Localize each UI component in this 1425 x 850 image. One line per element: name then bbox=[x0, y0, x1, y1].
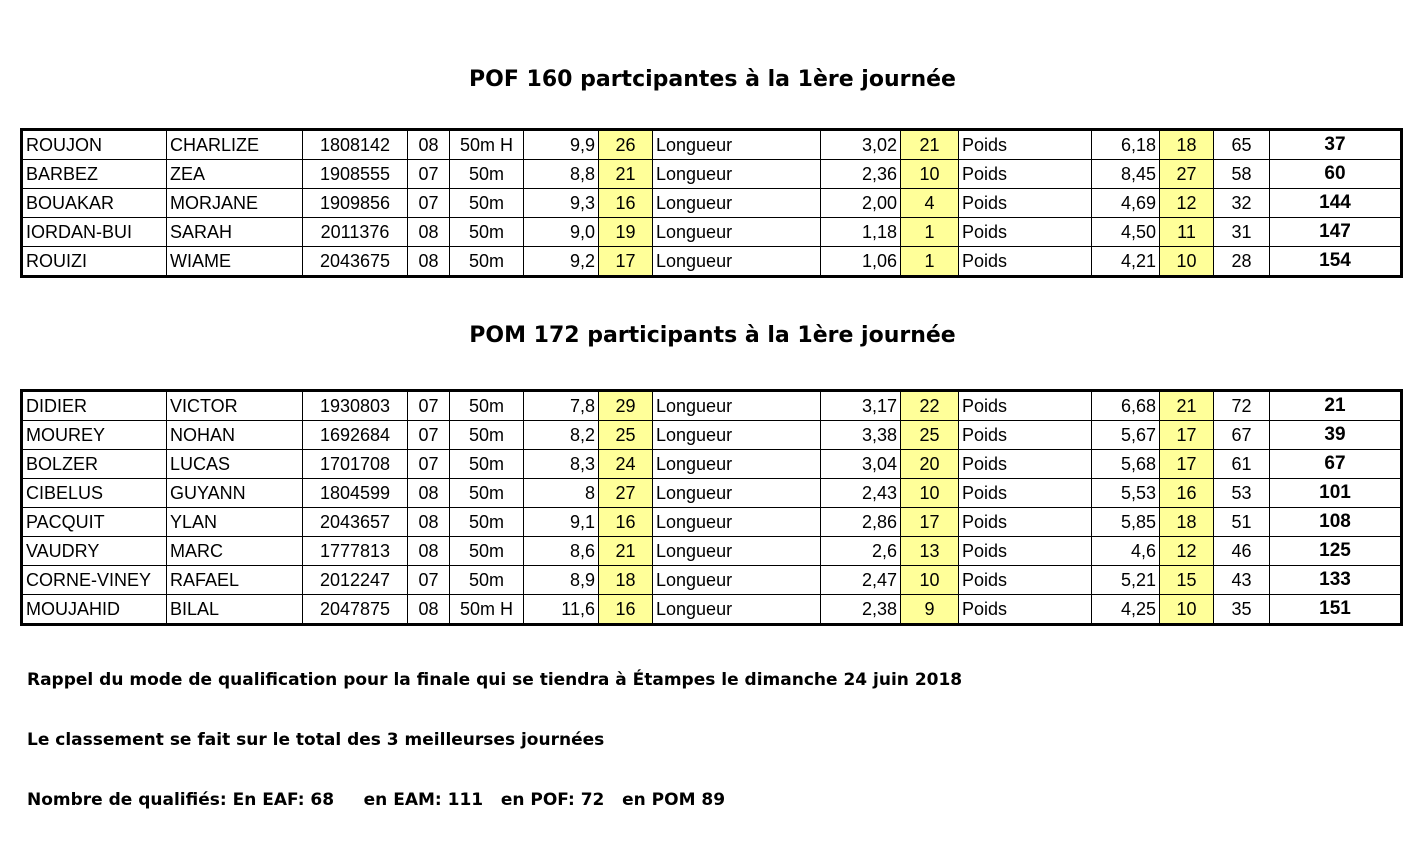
license-cell: 2011376 bbox=[303, 218, 408, 247]
throw-points-cell: 27 bbox=[1160, 160, 1214, 189]
first-name-cell: WIAME bbox=[167, 247, 303, 277]
throw-event-cell: Poids bbox=[959, 218, 1092, 247]
total-points-cell: 51 bbox=[1214, 508, 1270, 537]
run-points-cell: 16 bbox=[599, 595, 653, 625]
jump-points-cell: 22 bbox=[901, 391, 959, 421]
rank-cell: 108 bbox=[1270, 508, 1402, 537]
rank-cell: 151 bbox=[1270, 595, 1402, 625]
last-name-cell: CIBELUS bbox=[22, 479, 167, 508]
jump-points-cell: 21 bbox=[901, 130, 959, 160]
rank-cell: 133 bbox=[1270, 566, 1402, 595]
throw-performance-cell: 4,69 bbox=[1092, 189, 1160, 218]
throw-performance-cell: 8,45 bbox=[1092, 160, 1160, 189]
throw-event-cell: Poids bbox=[959, 160, 1092, 189]
qualification-reminder: Rappel du mode de qualification pour la finale qui se tiendra à Étampes le dimanche 24 juin 2018 bbox=[27, 670, 963, 690]
first-name-cell: GUYANN bbox=[167, 479, 303, 508]
throw-event-cell: Poids bbox=[959, 566, 1092, 595]
run-performance-cell: 9,9 bbox=[524, 130, 599, 160]
total-points-cell: 46 bbox=[1214, 537, 1270, 566]
last-name-cell: VAUDRY bbox=[22, 537, 167, 566]
run-performance-cell: 7,8 bbox=[524, 391, 599, 421]
last-name-cell: MOUJAHID bbox=[22, 595, 167, 625]
throw-points-cell: 21 bbox=[1160, 391, 1214, 421]
total-points-cell: 72 bbox=[1214, 391, 1270, 421]
table-row bbox=[22, 508, 1402, 537]
throw-performance-cell: 6,68 bbox=[1092, 391, 1160, 421]
run-event-cell: 50m bbox=[450, 160, 524, 189]
throw-event-cell: Poids bbox=[959, 537, 1092, 566]
jump-points-cell: 17 bbox=[901, 508, 959, 537]
pom-title: POM 172 participants à la 1ère journée bbox=[469, 323, 956, 348]
jump-performance-cell: 3,04 bbox=[821, 450, 901, 479]
jump-event-cell: Longueur bbox=[653, 479, 821, 508]
rank-cell: 37 bbox=[1270, 130, 1402, 160]
jump-performance-cell: 2,38 bbox=[821, 595, 901, 625]
last-name-cell: MOUREY bbox=[22, 421, 167, 450]
jump-event-cell: Longueur bbox=[653, 566, 821, 595]
throw-event-cell: Poids bbox=[959, 595, 1092, 625]
throw-event-cell: Poids bbox=[959, 450, 1092, 479]
run-event-cell: 50m bbox=[450, 508, 524, 537]
run-performance-cell: 9,0 bbox=[524, 218, 599, 247]
category-year-cell: 07 bbox=[408, 160, 450, 189]
jump-points-cell: 9 bbox=[901, 595, 959, 625]
throw-points-cell: 16 bbox=[1160, 479, 1214, 508]
jump-event-cell: Longueur bbox=[653, 160, 821, 189]
throw-points-cell: 18 bbox=[1160, 130, 1214, 160]
table-row bbox=[22, 537, 1402, 566]
total-points-cell: 28 bbox=[1214, 247, 1270, 277]
throw-event-cell: Poids bbox=[959, 508, 1092, 537]
rank-cell: 67 bbox=[1270, 450, 1402, 479]
throw-points-cell: 12 bbox=[1160, 537, 1214, 566]
category-year-cell: 07 bbox=[408, 450, 450, 479]
jump-event-cell: Longueur bbox=[653, 391, 821, 421]
throw-event-cell: Poids bbox=[959, 247, 1092, 277]
jump-points-cell: 10 bbox=[901, 479, 959, 508]
total-points-cell: 53 bbox=[1214, 479, 1270, 508]
first-name-cell: VICTOR bbox=[167, 391, 303, 421]
throw-performance-cell: 4,50 bbox=[1092, 218, 1160, 247]
rank-cell: 125 bbox=[1270, 537, 1402, 566]
run-performance-cell: 11,6 bbox=[524, 595, 599, 625]
throw-points-cell: 15 bbox=[1160, 566, 1214, 595]
run-points-cell: 17 bbox=[599, 247, 653, 277]
throw-performance-cell: 6,18 bbox=[1092, 130, 1160, 160]
jump-points-cell: 1 bbox=[901, 247, 959, 277]
category-year-cell: 07 bbox=[408, 189, 450, 218]
run-points-cell: 21 bbox=[599, 537, 653, 566]
throw-points-cell: 11 bbox=[1160, 218, 1214, 247]
ranking-rule: Le classement se fait sur le total des 3 meilleurses journées bbox=[27, 730, 605, 750]
run-points-cell: 16 bbox=[599, 508, 653, 537]
run-points-cell: 19 bbox=[599, 218, 653, 247]
license-cell: 2043675 bbox=[303, 247, 408, 277]
first-name-cell: RAFAEL bbox=[167, 566, 303, 595]
throw-performance-cell: 5,21 bbox=[1092, 566, 1160, 595]
throw-points-cell: 10 bbox=[1160, 595, 1214, 625]
total-points-cell: 61 bbox=[1214, 450, 1270, 479]
run-points-cell: 25 bbox=[599, 421, 653, 450]
license-cell: 1908555 bbox=[303, 160, 408, 189]
run-event-cell: 50m bbox=[450, 421, 524, 450]
throw-event-cell: Poids bbox=[959, 421, 1092, 450]
total-points-cell: 43 bbox=[1214, 566, 1270, 595]
license-cell: 1804599 bbox=[303, 479, 408, 508]
rank-cell: 147 bbox=[1270, 218, 1402, 247]
category-year-cell: 08 bbox=[408, 479, 450, 508]
table-row bbox=[22, 160, 1402, 189]
run-points-cell: 21 bbox=[599, 160, 653, 189]
category-year-cell: 08 bbox=[408, 247, 450, 277]
table-row bbox=[22, 391, 1402, 421]
jump-event-cell: Longueur bbox=[653, 537, 821, 566]
table-row bbox=[22, 421, 1402, 450]
pom-results-table bbox=[20, 389, 1403, 626]
first-name-cell: LUCAS bbox=[167, 450, 303, 479]
throw-points-cell: 17 bbox=[1160, 450, 1214, 479]
jump-points-cell: 13 bbox=[901, 537, 959, 566]
throw-performance-cell: 4,25 bbox=[1092, 595, 1160, 625]
rank-cell: 39 bbox=[1270, 421, 1402, 450]
throw-event-cell: Poids bbox=[959, 391, 1092, 421]
total-points-cell: 32 bbox=[1214, 189, 1270, 218]
run-event-cell: 50m bbox=[450, 537, 524, 566]
last-name-cell: PACQUIT bbox=[22, 508, 167, 537]
throw-performance-cell: 4,6 bbox=[1092, 537, 1160, 566]
jump-performance-cell: 2,43 bbox=[821, 479, 901, 508]
run-performance-cell: 8,2 bbox=[524, 421, 599, 450]
jump-performance-cell: 2,00 bbox=[821, 189, 901, 218]
first-name-cell: SARAH bbox=[167, 218, 303, 247]
last-name-cell: ROUIZI bbox=[22, 247, 167, 277]
rank-cell: 21 bbox=[1270, 391, 1402, 421]
jump-points-cell: 1 bbox=[901, 218, 959, 247]
first-name-cell: MARC bbox=[167, 537, 303, 566]
license-cell: 2043657 bbox=[303, 508, 408, 537]
jump-event-cell: Longueur bbox=[653, 450, 821, 479]
table-row bbox=[22, 479, 1402, 508]
license-cell: 1701708 bbox=[303, 450, 408, 479]
rank-cell: 154 bbox=[1270, 247, 1402, 277]
jump-event-cell: Longueur bbox=[653, 189, 821, 218]
jump-event-cell: Longueur bbox=[653, 247, 821, 277]
category-year-cell: 07 bbox=[408, 391, 450, 421]
jump-event-cell: Longueur bbox=[653, 218, 821, 247]
last-name-cell: BOUAKAR bbox=[22, 189, 167, 218]
run-event-cell: 50m bbox=[450, 218, 524, 247]
throw-performance-cell: 4,21 bbox=[1092, 247, 1160, 277]
throw-points-cell: 18 bbox=[1160, 508, 1214, 537]
jump-performance-cell: 3,38 bbox=[821, 421, 901, 450]
throw-performance-cell: 5,68 bbox=[1092, 450, 1160, 479]
first-name-cell: NOHAN bbox=[167, 421, 303, 450]
jump-performance-cell: 3,17 bbox=[821, 391, 901, 421]
category-year-cell: 08 bbox=[408, 218, 450, 247]
rank-cell: 60 bbox=[1270, 160, 1402, 189]
run-performance-cell: 8 bbox=[524, 479, 599, 508]
run-performance-cell: 9,2 bbox=[524, 247, 599, 277]
jump-points-cell: 25 bbox=[901, 421, 959, 450]
first-name-cell: MORJANE bbox=[167, 189, 303, 218]
run-event-cell: 50m H bbox=[450, 130, 524, 160]
run-event-cell: 50m bbox=[450, 450, 524, 479]
throw-event-cell: Poids bbox=[959, 479, 1092, 508]
run-points-cell: 26 bbox=[599, 130, 653, 160]
run-event-cell: 50m bbox=[450, 247, 524, 277]
jump-points-cell: 10 bbox=[901, 160, 959, 189]
run-performance-cell: 9,3 bbox=[524, 189, 599, 218]
category-year-cell: 08 bbox=[408, 595, 450, 625]
run-points-cell: 16 bbox=[599, 189, 653, 218]
last-name-cell: BOLZER bbox=[22, 450, 167, 479]
throw-points-cell: 10 bbox=[1160, 247, 1214, 277]
license-cell: 1808142 bbox=[303, 130, 408, 160]
throw-event-cell: Poids bbox=[959, 189, 1092, 218]
license-cell: 1930803 bbox=[303, 391, 408, 421]
jump-performance-cell: 2,6 bbox=[821, 537, 901, 566]
jump-event-cell: Longueur bbox=[653, 130, 821, 160]
category-year-cell: 08 bbox=[408, 537, 450, 566]
run-event-cell: 50m bbox=[450, 566, 524, 595]
throw-performance-cell: 5,53 bbox=[1092, 479, 1160, 508]
run-event-cell: 50m bbox=[450, 189, 524, 218]
qualified-count: Nombre de qualifiés: En EAF: 68 en EAM: 111 en POF: 72 en POM 89 bbox=[27, 790, 726, 810]
last-name-cell: ROUJON bbox=[22, 130, 167, 160]
throw-event-cell: Poids bbox=[959, 130, 1092, 160]
run-event-cell: 50m bbox=[450, 479, 524, 508]
table-row bbox=[22, 189, 1402, 218]
jump-performance-cell: 2,86 bbox=[821, 508, 901, 537]
table-row bbox=[22, 247, 1402, 277]
total-points-cell: 35 bbox=[1214, 595, 1270, 625]
run-performance-cell: 8,8 bbox=[524, 160, 599, 189]
license-cell: 2012247 bbox=[303, 566, 408, 595]
table-row bbox=[22, 595, 1402, 625]
license-cell: 1777813 bbox=[303, 537, 408, 566]
throw-points-cell: 17 bbox=[1160, 421, 1214, 450]
table-row bbox=[22, 218, 1402, 247]
license-cell: 2047875 bbox=[303, 595, 408, 625]
table-row bbox=[22, 450, 1402, 479]
run-points-cell: 29 bbox=[599, 391, 653, 421]
run-performance-cell: 8,9 bbox=[524, 566, 599, 595]
jump-event-cell: Longueur bbox=[653, 595, 821, 625]
run-points-cell: 24 bbox=[599, 450, 653, 479]
run-points-cell: 27 bbox=[599, 479, 653, 508]
pof-title: POF 160 partcipantes à la 1ère journée bbox=[469, 67, 956, 92]
jump-performance-cell: 2,47 bbox=[821, 566, 901, 595]
total-points-cell: 58 bbox=[1214, 160, 1270, 189]
license-cell: 1909856 bbox=[303, 189, 408, 218]
jump-event-cell: Longueur bbox=[653, 421, 821, 450]
run-event-cell: 50m H bbox=[450, 595, 524, 625]
first-name-cell: BILAL bbox=[167, 595, 303, 625]
run-points-cell: 18 bbox=[599, 566, 653, 595]
last-name-cell: IORDAN-BUI bbox=[22, 218, 167, 247]
throw-points-cell: 12 bbox=[1160, 189, 1214, 218]
category-year-cell: 07 bbox=[408, 566, 450, 595]
throw-performance-cell: 5,67 bbox=[1092, 421, 1160, 450]
first-name-cell: ZEA bbox=[167, 160, 303, 189]
jump-performance-cell: 2,36 bbox=[821, 160, 901, 189]
last-name-cell: CORNE-VINEY bbox=[22, 566, 167, 595]
run-performance-cell: 8,6 bbox=[524, 537, 599, 566]
first-name-cell: CHARLIZE bbox=[167, 130, 303, 160]
jump-performance-cell: 1,18 bbox=[821, 218, 901, 247]
total-points-cell: 65 bbox=[1214, 130, 1270, 160]
jump-points-cell: 20 bbox=[901, 450, 959, 479]
total-points-cell: 67 bbox=[1214, 421, 1270, 450]
jump-performance-cell: 3,02 bbox=[821, 130, 901, 160]
license-cell: 1692684 bbox=[303, 421, 408, 450]
jump-points-cell: 4 bbox=[901, 189, 959, 218]
table-row bbox=[22, 566, 1402, 595]
jump-points-cell: 10 bbox=[901, 566, 959, 595]
pof-results-table bbox=[20, 128, 1403, 278]
rank-cell: 144 bbox=[1270, 189, 1402, 218]
category-year-cell: 08 bbox=[408, 508, 450, 537]
jump-performance-cell: 1,06 bbox=[821, 247, 901, 277]
last-name-cell: BARBEZ bbox=[22, 160, 167, 189]
table-row bbox=[22, 130, 1402, 160]
jump-event-cell: Longueur bbox=[653, 508, 821, 537]
category-year-cell: 07 bbox=[408, 421, 450, 450]
category-year-cell: 08 bbox=[408, 130, 450, 160]
throw-performance-cell: 5,85 bbox=[1092, 508, 1160, 537]
first-name-cell: YLAN bbox=[167, 508, 303, 537]
rank-cell: 101 bbox=[1270, 479, 1402, 508]
run-event-cell: 50m bbox=[450, 391, 524, 421]
total-points-cell: 31 bbox=[1214, 218, 1270, 247]
run-performance-cell: 9,1 bbox=[524, 508, 599, 537]
last-name-cell: DIDIER bbox=[22, 391, 167, 421]
run-performance-cell: 8,3 bbox=[524, 450, 599, 479]
